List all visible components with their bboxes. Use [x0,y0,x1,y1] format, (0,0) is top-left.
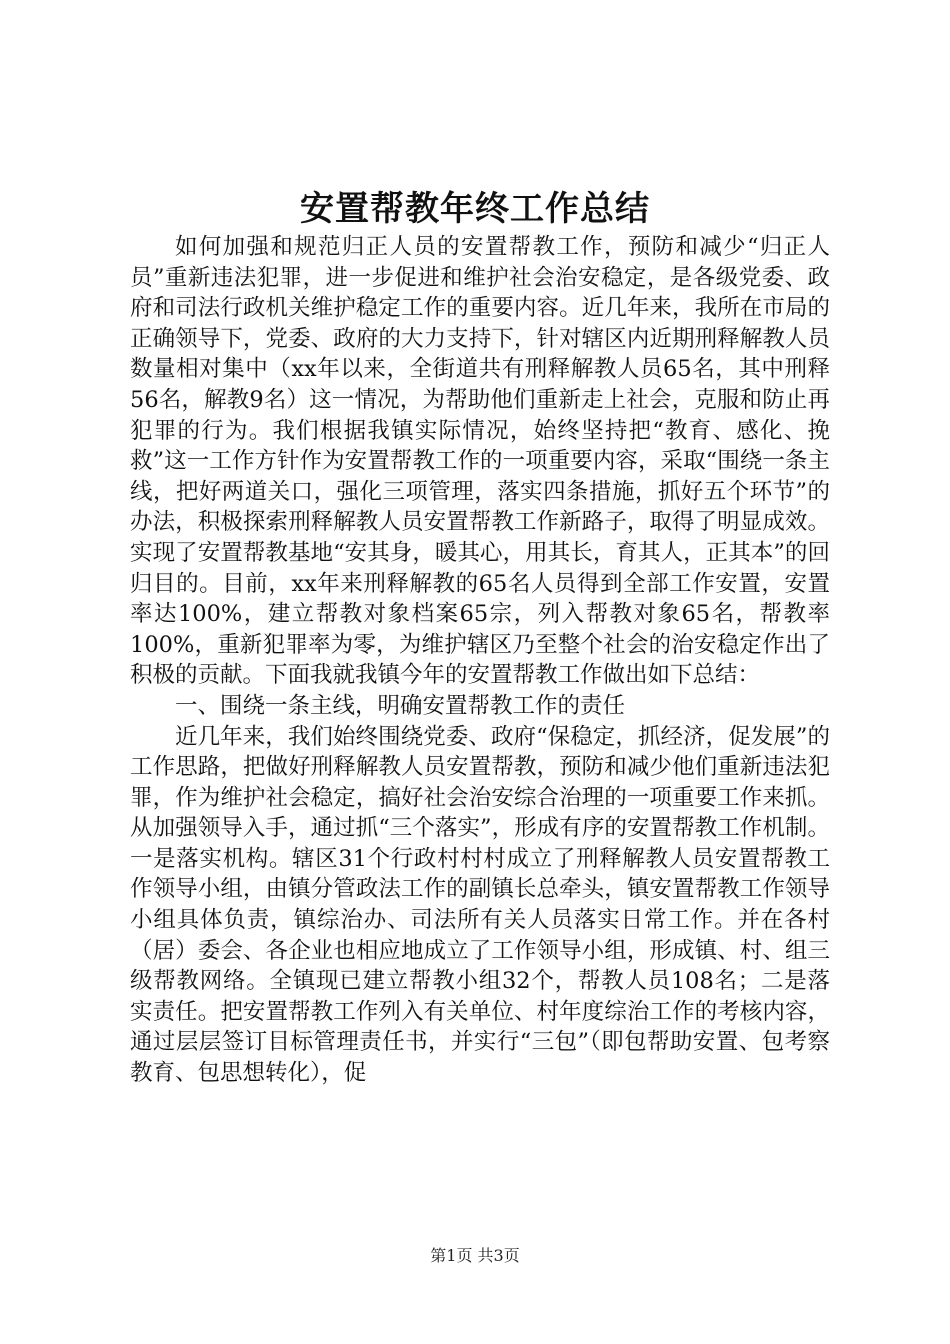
paragraph-intro: 如何加强和规范归正人员的安置帮教工作，预防和减少“归正人员”重新违法犯罪，进一步促进和维护社会治安稳定，是各级党委、政府和司法行政机关维护稳定工作的重要内容。近几年来，我所在市局的正确领导下，党委、政府的大力支持下，针对辖区内近期刑释解教人员数量相对集中（xx年以来，全街道共有刑释解教人员65名，其中刑释56名，解教9名）这一情况，为帮助他们重新走上社会，克服和防止再犯罪的行为。我们根据我镇实际情况，始终坚持把“教育、感化、挽救”这一工作方针作为安置帮教工作的一项重要内容，采取“围绕一条主线，把好两道关口，强化三项管理，落实四条措施，抓好五个环节”的办法，积极探索刑释解教人员安置帮教工作新路子，取得了明显成效。实现了安置帮教基地“安其身，暖其心，用其长，育其人，正其本”的回归目的。目前，xx年来刑释解教的65名人员得到全部工作安置，安置率达100%，建立帮教对象档案65宗，列入帮教对象65名，帮教率100%，重新犯罪率为零，为维护辖区乃至整个社会的治安稳定作出了积极的贡献。下面我就我镇今年的安置帮教工作做出如下总结： [130,234,830,689]
page-footer: 第1页 共3页 [430,1246,520,1265]
section-heading-1: 一、围绕一条主线，明确安置帮教工作的责任 [175,692,626,719]
paragraph-section-1: 近几年来，我们始终围绕党委、政府“保稳定，抓经济，促发展”的工作思路，把做好刑释解教人员安置帮教，预防和减少他们重新违法犯罪，作为维护社会稳定，搞好社会治安综合治理的一项重要工作来抓。从加强领导入手，通过抓“三个落实”，形成有序的安置帮教工作机制。一是落实机构。辖区31个行政村村村成立了刑释解教人员安置帮教工作领导小组，由镇分管政法工作的副镇长总牵头，镇安置帮教工作领导小组具体负责，镇综治办、司法所有关人员落实日常工作。并在各村（居）委会、各企业也相应地成立了工作领导小组，形成镇、村、组三级帮教网络。全镇现已建立帮教小组32个，帮教人员108名；二是落实责任。把安置帮教工作列入有关单位、村年度综治工作的考核内容，通过层层签订目标管理责任书，并实行“三包”（即包帮助安置、包考察教育、包思想转化），促 [130,723,830,1087]
document-title: 安置帮教年终工作总结 [300,189,650,229]
document-body [130,232,830,1089]
